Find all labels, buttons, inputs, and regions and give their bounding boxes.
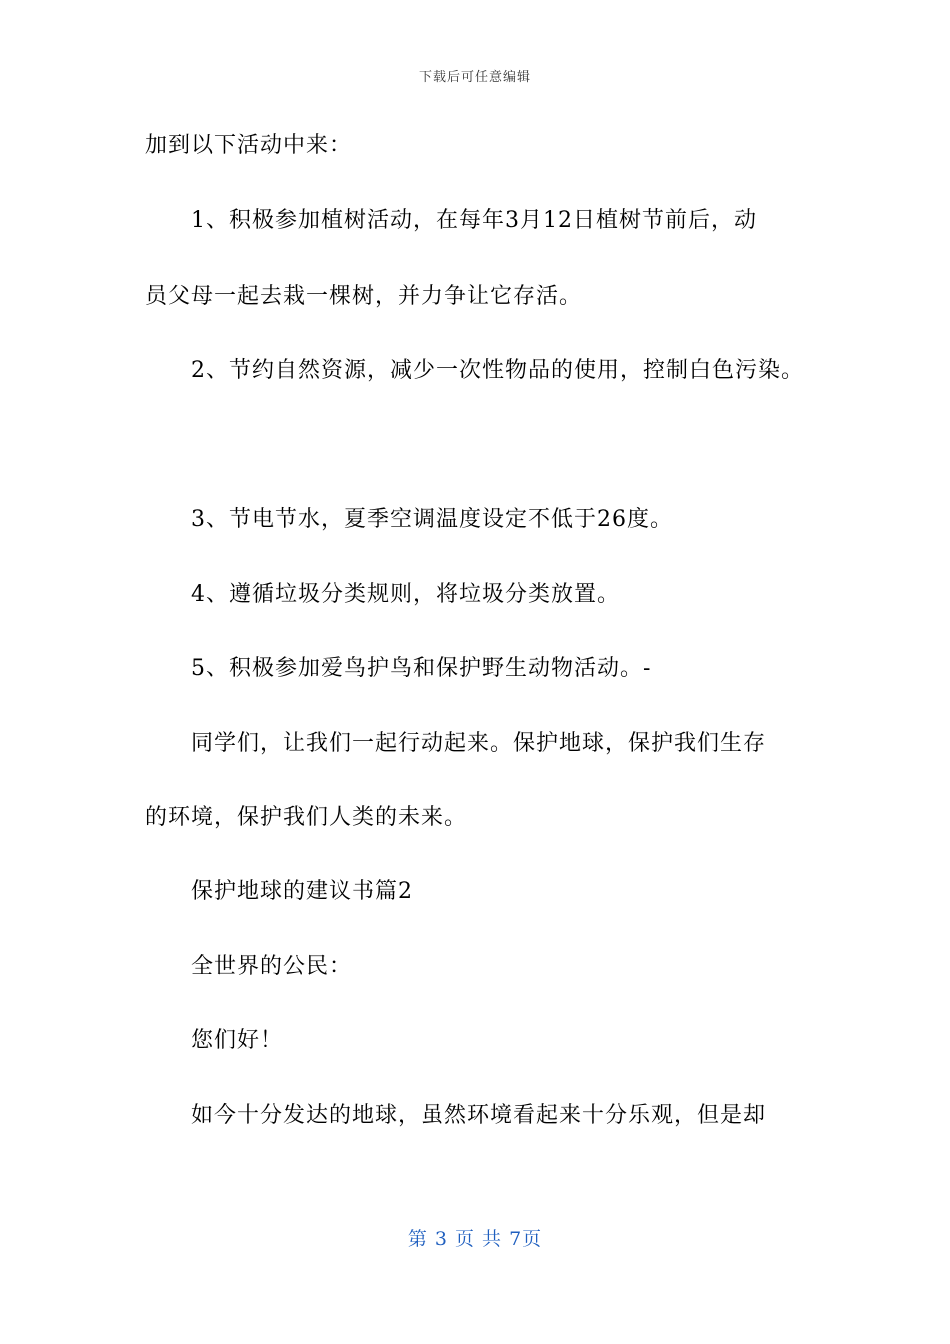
paragraph-line: 的环境，保护我们人类的未来。 bbox=[145, 805, 468, 830]
list-item-2: 2、节约自然资源，减少一次性物品的使用，控制白色污染。 bbox=[191, 358, 804, 383]
list-item-3: 3、节电节水，夏季空调温度设定不低于26度。 bbox=[191, 507, 673, 532]
paragraph-line: 同学们，让我们一起行动起来。保护地球，保护我们生存 bbox=[191, 731, 767, 756]
greeting: 您们好！ bbox=[191, 1028, 284, 1053]
paragraph-line: 如今十分发达的地球，虽然环境看起来十分乐观，但是却 bbox=[191, 1103, 767, 1128]
list-item-1: 1、积极参加植树活动，在每年3月12日植树节前后，动 bbox=[191, 208, 757, 233]
page-header-note: 下载后可任意编辑 bbox=[418, 70, 531, 85]
paragraph-line: 员父母一起去栽一棵树，并力争让它存活。 bbox=[145, 284, 583, 309]
salutation: 全世界的公民： bbox=[191, 954, 353, 979]
list-item-4: 4、遵循垃圾分类规则，将垃圾分类放置。 bbox=[191, 582, 620, 607]
page-number: 第 3 页 共 7页 bbox=[407, 1228, 543, 1250]
list-item-5: 5、积极参加爱鸟护鸟和保护野生动物活动。- bbox=[191, 656, 652, 681]
section-heading: 保护地球的建议书篇2 bbox=[191, 879, 413, 904]
paragraph-line: 加到以下活动中来： bbox=[145, 133, 353, 158]
